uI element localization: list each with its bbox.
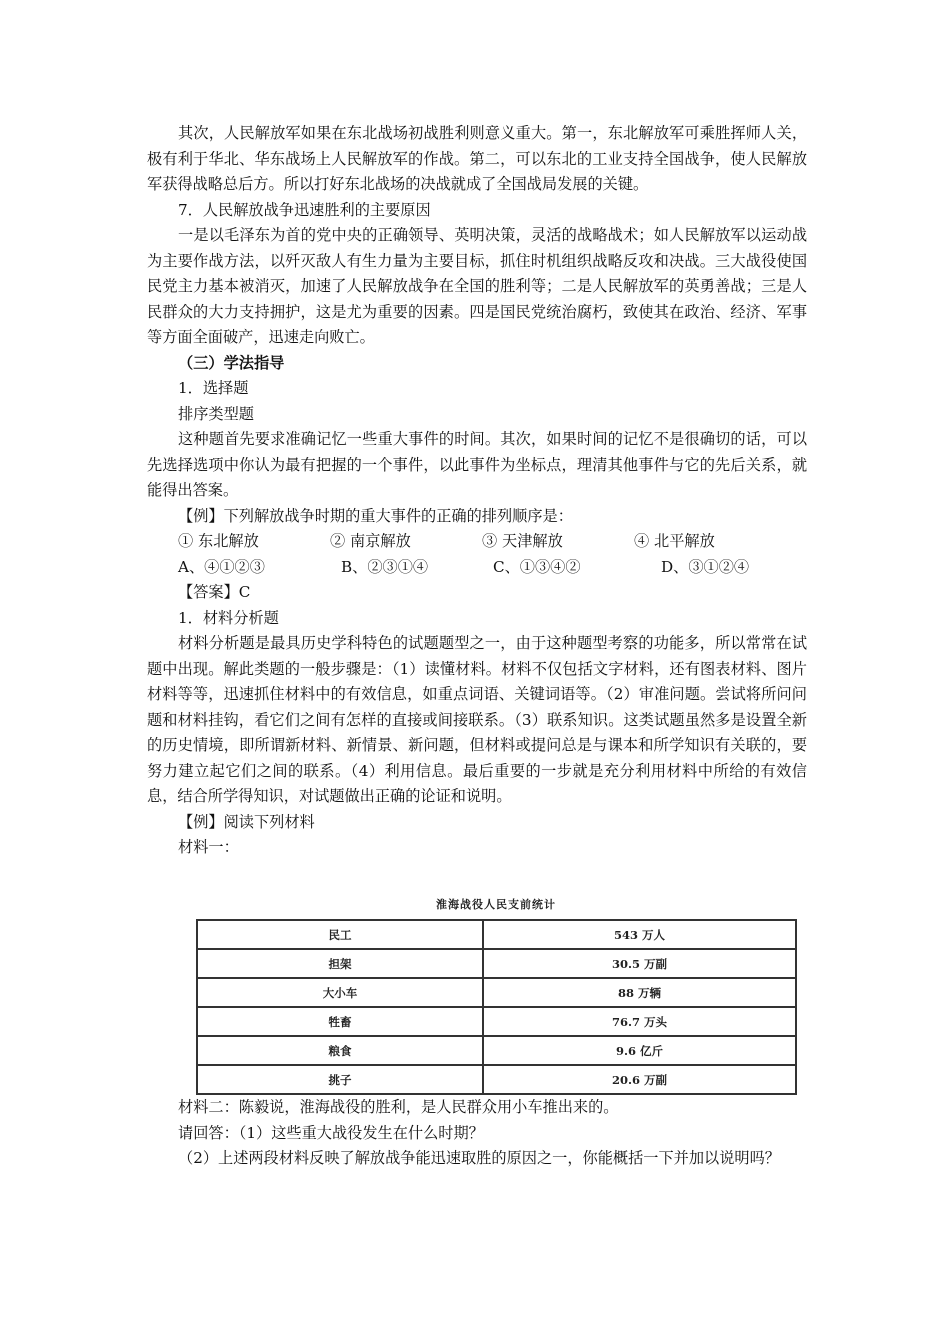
table-row [197, 1007, 796, 1036]
paragraph-northeast: 其次，人民解放军如果在东北战场初战胜利则意义重大。第一，东北解放军可乘胜挥师人关，极有利于华北、华东战场上人民解放军的作战。第二，可以东北的工业支持全国战争，使人民解放军获得战略总后方。所以打好东北战场的决战就成了全国战局发展的关键。 [147, 124, 807, 193]
material-two: 材料二：陈毅说，淮海战役的胜利，是人民群众用小车推出来的。 [178, 1098, 619, 1116]
answer-line: 【答案】C [178, 583, 251, 601]
table-cell-item: 担架 [197, 949, 483, 978]
subheading-choice: 1．选择题 [178, 379, 249, 397]
paragraph-reasons: 一是以毛泽东为首的党中央的正确领导、英明决策，灵活的战略战术；如人民解放军以运动战为主要作战方法，以歼灭敌人有生力量为主要目标，抓住时机组织战略反攻和决战。三大战役使国民党主力基本被消灭，加速了人民解放战争在全国的胜利等；二是人民解放军的英勇善战；三是人民群众的大力支持拥护，这是尤为重要的因素。四是国民党统治腐朽，致使其在政治、经济、军事等方面全面破产，迅速走向败亡。 [147, 226, 807, 346]
event-item: ① 东北解放 [178, 532, 259, 550]
example-question-2: 【例】阅读下列材料 [178, 812, 315, 831]
choice-item: A、④①②③ [178, 557, 265, 576]
table-cell-item: 牲畜 [197, 1007, 483, 1036]
table-row [197, 949, 796, 978]
event-item: ② 南京解放 [330, 532, 411, 550]
paragraph-material-method: 材料分析题是最具历史学科特色的试题题型之一，由于这种题型考察的功能多，所以常常在试题中出现。解此类题的一般步骤是：（1）读懂材料。材料不仅包括文字材料，还有图表材料、图片材料等等，迅速抓住材料中的有效信息，如重点词语、关键词语等。（2）审准问题。尝试将所问问题和材料挂钩，看它们之间有怎样的直接或间接联系。（3）联系知识。这类试题虽然多是设置全新的历史情境，即所谓新材料、新情景、新问题，但材料或提问总是与课本和所学知识有关联的，要努力建立起它们之间的联系。（4）利用信息。最后重要的一步就是充分利用材料中所给的有效信息，结合所学得知识，对试题做出正确的论证和说明。 [147, 634, 807, 805]
table-cell-item: 挑子 [197, 1065, 483, 1094]
table-row [197, 1036, 796, 1065]
event-list [147, 529, 807, 555]
table-cell-value: 88 万辆 [483, 978, 796, 1007]
choice-item: D、③①②④ [661, 557, 750, 576]
table-row [197, 978, 796, 1007]
support-statistics-table [196, 919, 797, 1095]
question-2: （2）上述两段材料反映了解放战争能迅速取胜的原因之一，你能概括一下并加以说明吗？ [178, 1149, 780, 1167]
question-1: 请回答：（1）这些重大战役发生在什么时期？ [178, 1123, 484, 1142]
paragraph-ordering: 这种题首先要求准确记忆一些重大事件的时间。其次，如果时间的记忆不是很确切的话，可以先选择选项中你认为最有把握的一个事件，以此事件为坐标点，理清其他事件与它的先后关系，就能得出答案。 [147, 430, 807, 499]
table-cell-value: 76.7 万头 [483, 1007, 796, 1036]
material-one-label: 材料一： [178, 838, 239, 856]
choice-item: B、②③①④ [341, 557, 429, 576]
table-title: 淮海战役人民支前统计 [436, 898, 556, 911]
section-heading-study-guide: （三）学法指导 [178, 353, 285, 372]
event-item: ③ 天津解放 [482, 532, 563, 550]
table-row [197, 1065, 796, 1094]
choice-item: C、①③④② [493, 557, 581, 576]
choice-list [147, 555, 807, 581]
table-cell-value: 9.6 亿斤 [483, 1036, 796, 1065]
table-cell-item: 粮食 [197, 1036, 483, 1065]
table-cell-value: 543 万人 [483, 920, 796, 949]
body-text-upper [147, 121, 807, 861]
example-question-1: 【例】下列解放战争时期的重大事件的正确的排列顺序是： [178, 506, 573, 525]
table-cell-item: 民工 [197, 920, 483, 949]
event-item: ④ 北平解放 [634, 532, 715, 550]
heading-reasons: 7．人民解放战争迅速胜利的主要原因 [178, 200, 431, 219]
subheading-material: 1．材料分析题 [178, 608, 279, 627]
table-row [197, 920, 796, 949]
body-text-lower [147, 1095, 807, 1172]
table-cell-value: 20.6 万副 [483, 1065, 796, 1094]
table-cell-value: 30.5 万副 [483, 949, 796, 978]
table-cell-item: 大小车 [197, 978, 483, 1007]
subheading-ordering: 排序类型题 [178, 404, 254, 423]
